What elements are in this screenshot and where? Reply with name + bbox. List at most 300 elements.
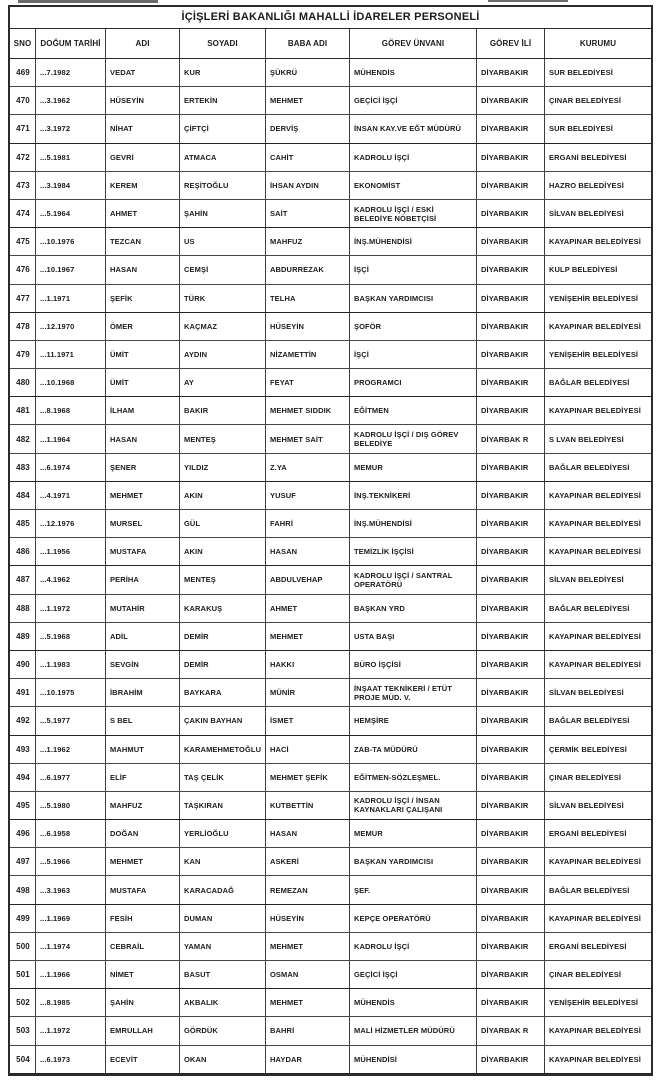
- cell-father-name: HASAN: [266, 538, 350, 565]
- cell-surname: AKBALIK: [180, 989, 266, 1016]
- cell-institution: BAĞLAR BELEDİYESİ: [549, 716, 630, 726]
- cell-province: DİYARBAKIR: [477, 764, 545, 791]
- cell-father-name: ASKERİ: [266, 848, 350, 875]
- cell-first-name: EMRULLAH: [106, 1017, 180, 1044]
- cell-sno: 474: [10, 200, 36, 227]
- cell-surname: DEMİR: [180, 651, 266, 678]
- cell-province: DİYARBAKIR: [477, 989, 545, 1016]
- cell-birth-date: ...3.1963: [36, 876, 106, 903]
- cell-surname: OKAN: [180, 1046, 266, 1073]
- cell-sno: 473: [10, 172, 36, 199]
- cell-sno: 486: [10, 538, 36, 565]
- cell-surname: KAÇMAZ: [180, 313, 266, 340]
- table-row: [10, 764, 651, 792]
- cell-father-name: HACİ: [266, 736, 350, 763]
- cell-father-name: HÜSEYİN: [266, 905, 350, 932]
- cell-father-name: MEHMET: [266, 87, 350, 114]
- cell-surname: TAŞKIRAN: [180, 792, 266, 819]
- cell-first-name: MEHMET: [106, 482, 180, 509]
- cell-first-name: MAHFUZ: [106, 792, 180, 819]
- cell-surname: US: [180, 228, 266, 255]
- table-row: [10, 510, 651, 538]
- cell-first-name: ŞENER: [106, 454, 180, 481]
- cell-sno: 482: [10, 425, 36, 452]
- cell-job-title: İNŞ.MÜHENDİSİ: [350, 228, 477, 255]
- cell-job-title: İNSAN KAY.VE EĞT MÜDÜRÜ: [350, 115, 477, 142]
- cell-institution: YENİŞEHİR BELEDİYESİ: [549, 349, 639, 359]
- table-row: [10, 482, 651, 510]
- cell-province: DİYARBAKIR: [477, 256, 545, 283]
- cell-father-name: DERVİŞ: [266, 115, 350, 142]
- cell-province: DİYARBAK R: [477, 425, 545, 452]
- cell-surname: BASUT: [180, 961, 266, 988]
- cell-sno: 476: [10, 256, 36, 283]
- cell-birth-date: ...1.1956: [36, 538, 106, 565]
- cell-job-title: BAŞKAN YARDIMCISI: [350, 285, 477, 312]
- cell-birth-date: ...6.1973: [36, 1046, 106, 1073]
- cell-province: DİYARBAKIR: [477, 313, 545, 340]
- cell-surname: BAKIR: [180, 397, 266, 424]
- cell-surname: AY: [180, 369, 266, 396]
- cell-surname: KAN: [180, 848, 266, 875]
- cell-job-title: İNŞAAT TEKNİKERİ / ETÜT PROJE MÜD. V.: [350, 679, 477, 706]
- cell-first-name: SEVGİN: [106, 651, 180, 678]
- cell-job-title: BÜRO İŞÇİSİ: [350, 651, 477, 678]
- table-row: [10, 397, 651, 425]
- cell-surname: ERTEKİN: [180, 87, 266, 114]
- table-row: [10, 566, 651, 594]
- cell-birth-date: ...5.1968: [36, 623, 106, 650]
- cell-birth-date: ...11.1971: [36, 341, 106, 368]
- cell-institution: YENİŞEHİR BELEDİYESİ: [549, 998, 639, 1008]
- cell-sno: 498: [10, 876, 36, 903]
- cell-first-name: MUSTAFA: [106, 538, 180, 565]
- cell-birth-date: ...5.1977: [36, 707, 106, 734]
- cell-birth-date: ...8.1968: [36, 397, 106, 424]
- cell-sno: 500: [10, 933, 36, 960]
- cell-sno: 484: [10, 482, 36, 509]
- cell-father-name: YUSUF: [266, 482, 350, 509]
- cell-father-name: MEHMET: [266, 623, 350, 650]
- scan-artifact: [18, 0, 158, 3]
- cell-sno: 499: [10, 905, 36, 932]
- cell-first-name: HASAN: [106, 256, 180, 283]
- cell-father-name: AHMET: [266, 595, 350, 622]
- cell-job-title: MÜHENDİS: [350, 59, 477, 86]
- cell-job-title: EĞİTMEN-SÖZLEŞMEL.: [350, 764, 477, 791]
- cell-first-name: MUSTAFA: [106, 876, 180, 903]
- cell-birth-date: ...3.1962: [36, 87, 106, 114]
- cell-father-name: KUTBETTİN: [266, 792, 350, 819]
- cell-province: DİYARBAKIR: [477, 59, 545, 86]
- cell-birth-date: ...10.1975: [36, 679, 106, 706]
- cell-sno: 479: [10, 341, 36, 368]
- cell-job-title: ŞOFÖR: [350, 313, 477, 340]
- cell-institution: SİLVAN BELEDİYESİ: [549, 800, 624, 810]
- cell-sno: 491: [10, 679, 36, 706]
- cell-father-name: ŞÜKRÜ: [266, 59, 350, 86]
- cell-birth-date: ...10.1967: [36, 256, 106, 283]
- cell-sno: 470: [10, 87, 36, 114]
- table-row: [10, 679, 651, 707]
- cell-surname: AKIN: [180, 482, 266, 509]
- cell-job-title: KADROLU İŞÇİ: [350, 933, 477, 960]
- cell-first-name: FESİH: [106, 905, 180, 932]
- cell-job-title: İŞÇİ: [350, 256, 477, 283]
- cell-birth-date: ...5.1966: [36, 848, 106, 875]
- cell-surname: MENTEŞ: [180, 566, 266, 593]
- cell-institution: KULP BELEDİYESİ: [549, 265, 618, 275]
- cell-job-title: İNŞ.MÜHENDİSİ: [350, 510, 477, 537]
- cell-institution: BAĞLAR BELEDİYESİ: [549, 378, 630, 388]
- cell-birth-date: ...1.1969: [36, 905, 106, 932]
- cell-institution: ERGANİ BELEDİYESİ: [549, 152, 627, 162]
- cell-province: DİYARBAKIR: [477, 961, 545, 988]
- cell-father-name: HÜSEYİN: [266, 313, 350, 340]
- cell-job-title: ZAB-TA MÜDÜRÜ: [350, 736, 477, 763]
- cell-job-title: MÜHENDİS: [350, 989, 477, 1016]
- table-row: [10, 707, 651, 735]
- cell-sno: 487: [10, 566, 36, 593]
- table-row: [10, 87, 651, 115]
- cell-job-title: BAŞKAN YRD: [350, 595, 477, 622]
- cell-sno: 477: [10, 285, 36, 312]
- cell-birth-date: ...10.1976: [36, 228, 106, 255]
- cell-province: DİYARBAKIR: [477, 482, 545, 509]
- cell-surname: REŞİTOĞLU: [180, 172, 266, 199]
- table-row: [10, 172, 651, 200]
- table-header-row: [10, 29, 651, 59]
- cell-job-title: KADROLU İŞÇİ: [350, 144, 477, 171]
- cell-institution: KAYAPINAR BELEDİYESİ: [549, 1054, 641, 1064]
- cell-father-name: MEHMET: [266, 933, 350, 960]
- cell-birth-date: ...1.1964: [36, 425, 106, 452]
- cell-sno: 469: [10, 59, 36, 86]
- cell-birth-date: ...4.1962: [36, 566, 106, 593]
- cell-father-name: ABDULVEHAP: [266, 566, 350, 593]
- cell-first-name: KEREM: [106, 172, 180, 199]
- cell-sno: 503: [10, 1017, 36, 1044]
- cell-job-title: BAŞKAN YARDIMCISI: [350, 848, 477, 875]
- cell-surname: YAMAN: [180, 933, 266, 960]
- cell-province: DİYARBAKIR: [477, 87, 545, 114]
- column-header-first-name: ADI: [106, 29, 180, 58]
- cell-job-title: İŞÇİ: [350, 341, 477, 368]
- cell-province: DİYARBAKIR: [477, 566, 545, 593]
- cell-sno: 504: [10, 1046, 36, 1073]
- cell-job-title: İNŞ.TEKNİKERİ: [350, 482, 477, 509]
- table-row: [10, 905, 651, 933]
- cell-first-name: ÜMİT: [106, 341, 180, 368]
- cell-first-name: HASAN: [106, 425, 180, 452]
- column-header-institution: KURUMU: [579, 39, 617, 48]
- cell-father-name: HAYDAR: [266, 1046, 350, 1073]
- cell-surname: ÇİFTÇİ: [180, 115, 266, 142]
- cell-institution: ÇERMİK BELEDİYESİ: [549, 744, 627, 754]
- cell-job-title: PROGRAMCI: [350, 369, 477, 396]
- cell-province: DİYARBAKIR: [477, 623, 545, 650]
- cell-first-name: GEVRİ: [106, 144, 180, 171]
- cell-father-name: MEHMET SAİT: [266, 425, 350, 452]
- cell-father-name: HAKKI: [266, 651, 350, 678]
- table-row: [10, 989, 651, 1017]
- personnel-table: [8, 5, 653, 1076]
- table-row: [10, 369, 651, 397]
- cell-institution: BAĞLAR BELEDİYESİ: [549, 462, 630, 472]
- table-row: [10, 256, 651, 284]
- cell-first-name: İBRAHİM: [106, 679, 180, 706]
- cell-first-name: TEZCAN: [106, 228, 180, 255]
- cell-birth-date: ...5.1964: [36, 200, 106, 227]
- cell-institution: YENİŞEHİR BELEDİYESİ: [549, 293, 639, 303]
- cell-first-name: ŞEFİK: [106, 285, 180, 312]
- table-row: [10, 454, 651, 482]
- cell-father-name: NİZAMETTİN: [266, 341, 350, 368]
- cell-province: DİYARBAKIR: [477, 172, 545, 199]
- cell-birth-date: ...1.1966: [36, 961, 106, 988]
- cell-first-name: NİMET: [106, 961, 180, 988]
- cell-birth-date: ...12.1976: [36, 510, 106, 537]
- cell-institution: SUR BELEDİYESİ: [549, 124, 613, 134]
- table-row: [10, 425, 651, 453]
- cell-father-name: MÜNİR: [266, 679, 350, 706]
- table-row: [10, 115, 651, 143]
- cell-birth-date: ...6.1958: [36, 820, 106, 847]
- cell-surname: KUR: [180, 59, 266, 86]
- cell-sno: 492: [10, 707, 36, 734]
- cell-job-title: ŞEF.: [350, 876, 477, 903]
- cell-birth-date: ...10.1968: [36, 369, 106, 396]
- cell-province: DİYARBAKIR: [477, 651, 545, 678]
- cell-father-name: ABDURREZAK: [266, 256, 350, 283]
- cell-province: DİYARBAKIR: [477, 228, 545, 255]
- cell-first-name: MEHMET: [106, 848, 180, 875]
- cell-institution: BAĞLAR BELEDİYESİ: [549, 603, 630, 613]
- cell-sno: 496: [10, 820, 36, 847]
- cell-institution: KAYAPINAR BELEDİYESİ: [549, 490, 641, 500]
- table-body: [10, 59, 651, 1074]
- cell-surname: AKIN: [180, 538, 266, 565]
- cell-province: DİYARBAK R: [477, 1017, 545, 1044]
- cell-surname: GÖRDÜK: [180, 1017, 266, 1044]
- cell-birth-date: ...8.1985: [36, 989, 106, 1016]
- cell-institution: KAYAPINAR BELEDİYESİ: [549, 660, 641, 670]
- cell-institution: ERGANİ BELEDİYESİ: [549, 941, 627, 951]
- table-row: [10, 59, 651, 87]
- cell-birth-date: ...1.1983: [36, 651, 106, 678]
- cell-institution: ERGANİ BELEDİYESİ: [549, 829, 627, 839]
- column-header-sno: SNO: [10, 29, 36, 58]
- cell-province: DİYARBAKIR: [477, 510, 545, 537]
- cell-province: DİYARBAKIR: [477, 595, 545, 622]
- table-row: [10, 1046, 651, 1074]
- page-title: İÇİŞLERİ BAKANLIĞI MAHALLİ İDARELER PERSONELİ: [10, 7, 651, 29]
- table-row: [10, 1017, 651, 1045]
- cell-surname: ÇAKIN BAYHAN: [180, 707, 266, 734]
- cell-province: DİYARBAKIR: [477, 848, 545, 875]
- cell-surname: DUMAN: [180, 905, 266, 932]
- cell-first-name: S BEL: [106, 707, 180, 734]
- cell-job-title: KEPÇE OPERATÖRÜ: [350, 905, 477, 932]
- cell-surname: BAYKARA: [180, 679, 266, 706]
- cell-institution: S LVAN BELEDİYESİ: [549, 434, 624, 444]
- cell-father-name: MEHMET ŞEFİK: [266, 764, 350, 791]
- cell-institution: ÇINAR BELEDİYESİ: [549, 96, 622, 106]
- cell-province: DİYARBAKIR: [477, 200, 545, 227]
- cell-institution: KAYAPINAR BELEDİYESİ: [549, 631, 641, 641]
- cell-job-title: HEMŞİRE: [350, 707, 477, 734]
- cell-sno: 502: [10, 989, 36, 1016]
- cell-sno: 472: [10, 144, 36, 171]
- cell-job-title: KADROLU İŞÇİ / SANTRAL OPERATÖRÜ: [350, 566, 477, 593]
- cell-sno: 490: [10, 651, 36, 678]
- cell-first-name: AHMET: [106, 200, 180, 227]
- cell-father-name: MAHFUZ: [266, 228, 350, 255]
- cell-job-title: MEMUR: [350, 454, 477, 481]
- column-header-province: GÖREV İLİ: [477, 29, 545, 58]
- cell-surname: YERLİOĞLU: [180, 820, 266, 847]
- column-header-birth-date: DOĞUM TARİHİ: [36, 29, 106, 58]
- cell-father-name: Z.YA: [266, 454, 350, 481]
- cell-province: DİYARBAKIR: [477, 933, 545, 960]
- table-row: [10, 285, 651, 313]
- cell-institution: BAĞLAR BELEDİYESİ: [549, 885, 630, 895]
- cell-sno: 493: [10, 736, 36, 763]
- cell-first-name: CEBRAİL: [106, 933, 180, 960]
- cell-sno: 481: [10, 397, 36, 424]
- cell-province: DİYARBAKIR: [477, 1046, 545, 1073]
- cell-father-name: FAHRİ: [266, 510, 350, 537]
- cell-surname: TÜRK: [180, 285, 266, 312]
- cell-province: DİYARBAKIR: [477, 736, 545, 763]
- cell-first-name: ELİF: [106, 764, 180, 791]
- cell-province: DİYARBAKIR: [477, 679, 545, 706]
- cell-birth-date: ...1.1972: [36, 595, 106, 622]
- cell-institution: KAYAPINAR BELEDİYESİ: [549, 913, 641, 923]
- cell-birth-date: ...3.1984: [36, 172, 106, 199]
- cell-first-name: ECEVİT: [106, 1046, 180, 1073]
- table-row: [10, 651, 651, 679]
- cell-surname: DEMİR: [180, 623, 266, 650]
- cell-institution: SUR BELEDİYESİ: [549, 68, 613, 78]
- cell-sno: 497: [10, 848, 36, 875]
- cell-province: DİYARBAKIR: [477, 792, 545, 819]
- cell-job-title: KADROLU İŞÇİ / İNSAN KAYNAKLARI ÇALIŞANI: [350, 792, 477, 819]
- cell-first-name: MAHMUT: [106, 736, 180, 763]
- cell-job-title: USTA BAŞI: [350, 623, 477, 650]
- cell-surname: CEMŞİ: [180, 256, 266, 283]
- cell-job-title: KADROLU İŞÇİ / ESKİ BELEDİYE NÖBETÇİSİ: [350, 200, 477, 227]
- cell-job-title: MALİ HİZMETLER MÜDÜRÜ: [350, 1017, 477, 1044]
- cell-sno: 480: [10, 369, 36, 396]
- column-header-father-name: BABA ADI: [266, 29, 350, 58]
- table-row: [10, 538, 651, 566]
- cell-province: DİYARBAKIR: [477, 905, 545, 932]
- cell-province: DİYARBAKIR: [477, 369, 545, 396]
- cell-institution: KAYAPINAR BELEDİYESİ: [549, 1026, 641, 1036]
- cell-sno: 495: [10, 792, 36, 819]
- cell-sno: 471: [10, 115, 36, 142]
- cell-institution: ÇINAR BELEDİYESİ: [549, 772, 622, 782]
- cell-birth-date: ...6.1974: [36, 454, 106, 481]
- cell-surname: KARAKUŞ: [180, 595, 266, 622]
- cell-job-title: EKONOMİST: [350, 172, 477, 199]
- table-row: [10, 792, 651, 820]
- cell-birth-date: ...7.1982: [36, 59, 106, 86]
- cell-institution: KAYAPINAR BELEDİYESİ: [549, 406, 641, 416]
- cell-first-name: VEDAT: [106, 59, 180, 86]
- cell-father-name: SAİT: [266, 200, 350, 227]
- cell-province: DİYARBAKIR: [477, 397, 545, 424]
- column-header-job-title: GÖREV ÜNVANI: [350, 29, 477, 58]
- cell-sno: 501: [10, 961, 36, 988]
- cell-sno: 494: [10, 764, 36, 791]
- table-row: [10, 595, 651, 623]
- table-row: [10, 736, 651, 764]
- cell-father-name: İHSAN AYDIN: [266, 172, 350, 199]
- cell-province: DİYARBAKIR: [477, 820, 545, 847]
- cell-institution: HAZRO BELEDİYESİ: [549, 180, 624, 190]
- table-row: [10, 313, 651, 341]
- cell-institution: KAYAPINAR BELEDİYESİ: [549, 237, 641, 247]
- cell-surname: KARAMEHMETOĞLU: [180, 736, 266, 763]
- cell-father-name: OSMAN: [266, 961, 350, 988]
- cell-sno: 489: [10, 623, 36, 650]
- cell-first-name: MURSEL: [106, 510, 180, 537]
- cell-province: DİYARBAKIR: [477, 876, 545, 903]
- cell-job-title: GEÇİCİ İŞÇİ: [350, 87, 477, 114]
- cell-institution: SİLVAN BELEDİYESİ: [549, 575, 624, 585]
- cell-job-title: GEÇİCİ İŞÇİ: [350, 961, 477, 988]
- table-row: [10, 848, 651, 876]
- cell-first-name: ÖMER: [106, 313, 180, 340]
- cell-birth-date: ...12.1970: [36, 313, 106, 340]
- cell-first-name: ADİL: [106, 623, 180, 650]
- cell-father-name: FEYAT: [266, 369, 350, 396]
- cell-province: DİYARBAKIR: [477, 341, 545, 368]
- cell-province: DİYARBAKIR: [477, 285, 545, 312]
- cell-surname: AYDIN: [180, 341, 266, 368]
- cell-surname: TAŞ ÇELİK: [180, 764, 266, 791]
- cell-province: DİYARBAKIR: [477, 707, 545, 734]
- cell-surname: MENTEŞ: [180, 425, 266, 452]
- cell-surname: GÜL: [180, 510, 266, 537]
- cell-institution: SİLVAN BELEDİYESİ: [549, 688, 624, 698]
- cell-surname: ATMACA: [180, 144, 266, 171]
- cell-father-name: CAHİT: [266, 144, 350, 171]
- cell-first-name: ŞAHİN: [106, 989, 180, 1016]
- table-row: [10, 961, 651, 989]
- cell-job-title: KADROLU İŞÇİ / DIŞ GÖREV BELEDİYE: [350, 425, 477, 452]
- cell-sno: 478: [10, 313, 36, 340]
- cell-surname: ŞAHİN: [180, 200, 266, 227]
- cell-province: DİYARBAKIR: [477, 454, 545, 481]
- cell-father-name: REMEZAN: [266, 876, 350, 903]
- cell-birth-date: ...1.1972: [36, 1017, 106, 1044]
- cell-institution: KAYAPINAR BELEDİYESİ: [549, 547, 641, 557]
- cell-first-name: ÜMİT: [106, 369, 180, 396]
- cell-birth-date: ...5.1981: [36, 144, 106, 171]
- scan-artifact: [488, 0, 568, 2]
- cell-sno: 488: [10, 595, 36, 622]
- cell-father-name: İSMET: [266, 707, 350, 734]
- cell-sno: 485: [10, 510, 36, 537]
- cell-job-title: EĞİTMEN: [350, 397, 477, 424]
- cell-province: DİYARBAKIR: [477, 538, 545, 565]
- table-row: [10, 623, 651, 651]
- cell-first-name: İLHAM: [106, 397, 180, 424]
- cell-birth-date: ...6.1977: [36, 764, 106, 791]
